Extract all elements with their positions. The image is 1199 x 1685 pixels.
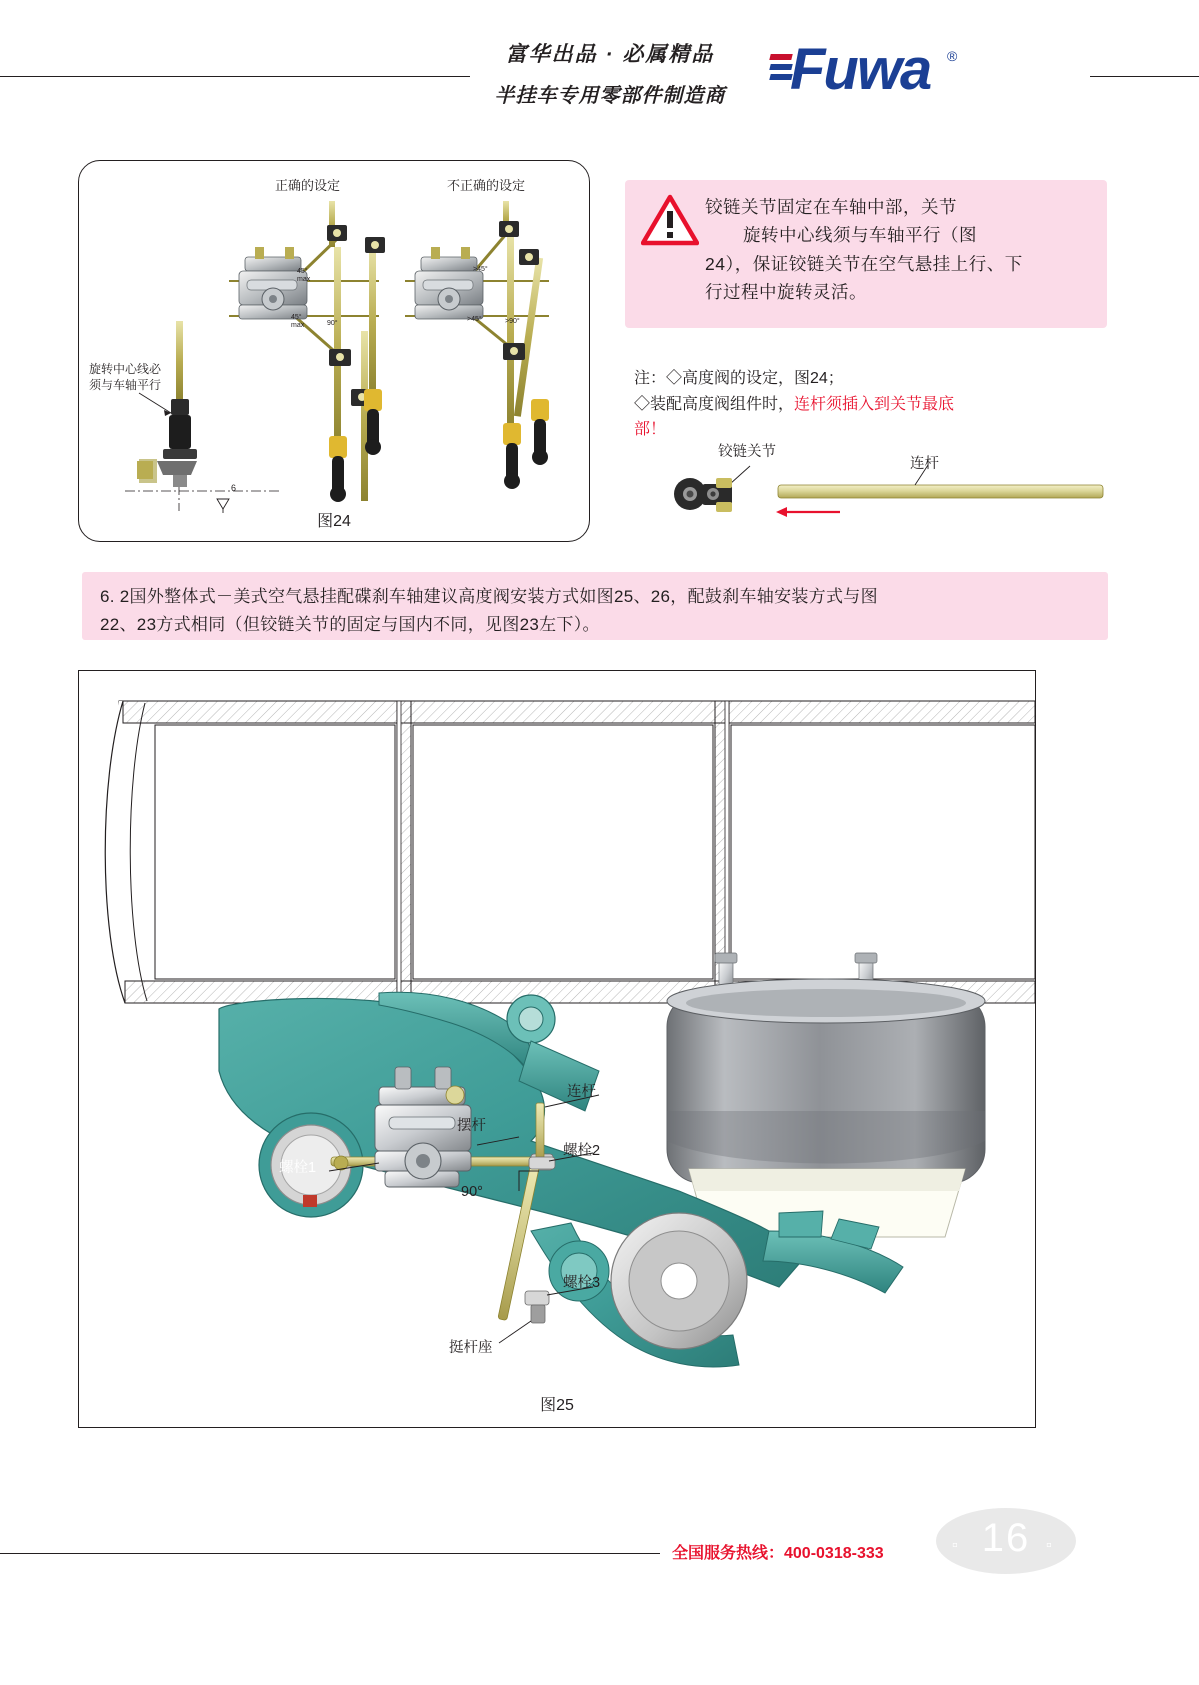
svg-text:6: 6 — [231, 483, 237, 493]
svg-text:>45°: >45° — [473, 266, 488, 273]
figure-24-label-rotation-axis: 旋转中心线必须与车轴平行 — [89, 362, 162, 393]
joint-rod-drawing — [650, 460, 1110, 530]
rod-label: 连杆 — [910, 456, 939, 472]
figure-25-caption: 图25 — [540, 1397, 574, 1414]
page-dash-right: ▫ — [1046, 1537, 1052, 1554]
figure-25-label-bolt2: 螺栓2 — [563, 1143, 601, 1159]
figure-24-label-incorrect: 不正确的设定 — [447, 178, 526, 193]
logo-registered-mark: ® — [947, 48, 958, 64]
svg-text:>90°: >90° — [505, 318, 520, 325]
paragraph-text — [100, 583, 1094, 638]
paragraph-line-1: 6. 2国外整体式－美式空气悬挂配碟刹车轴建议高度阀安装方式如图25、26，配鼓刹车轴安装方式与图 — [100, 587, 878, 606]
figure-25-label-bolt3: 螺栓3 — [563, 1275, 601, 1291]
warning-line-2: 旋转中心线须与车轴平行（图 — [743, 225, 977, 246]
warning-line-4: 行过程中旋转灵活。 — [705, 282, 867, 303]
figure-24-panel — [78, 160, 590, 542]
svg-text:max: max — [297, 276, 311, 283]
section-paragraph-6-2 — [82, 572, 1108, 640]
paragraph-line-2: 22、23方式相同（但铰链关节的固定与国内不同，见图23左下）。 — [100, 614, 600, 634]
slogan-line-1: 富华出品 · 必属精品 — [505, 43, 715, 66]
figure-25-drawing — [79, 671, 1035, 1427]
fuwa-logo — [770, 36, 970, 106]
svg-text:45°: 45° — [297, 268, 308, 275]
figure-25-label-push-rod-seat: 挺杆座 — [449, 1340, 493, 1356]
figure-25-label-angle: 90° — [461, 1184, 483, 1200]
page-dash-left: ▫ — [952, 1537, 958, 1554]
warning-line-1: 铰链关节固定在车轴中部，关节 — [705, 197, 957, 217]
header-rule-left — [0, 76, 470, 77]
note-line-2 — [634, 392, 1114, 418]
footer-rule — [0, 1553, 660, 1554]
note-line-2-highlight: 连杆须插入到关节最底 — [794, 395, 955, 413]
figure-24-label-correct: 正确的设定 — [275, 178, 341, 193]
note-line-2-prefix: ◇装配高度阀组件时， — [634, 395, 795, 413]
header-rule-right — [1090, 76, 1199, 77]
svg-text:45°: 45° — [291, 314, 302, 321]
logo-wordmark: Fuwa — [790, 37, 931, 102]
figure-24-caption: 图24 — [317, 513, 351, 530]
note-block — [634, 366, 1114, 443]
header-slogan — [455, 38, 765, 108]
note-line-1: 注：◇高度阀的设定，图24； — [634, 370, 844, 387]
figure-25-panel — [78, 670, 1036, 1428]
figure-25-label-swing-arm: 摆杆 — [457, 1118, 486, 1134]
slogan-line-2: 半挂车专用零部件制造商 — [494, 85, 726, 107]
page-number: 16 — [981, 1516, 1031, 1560]
warning-triangle-icon — [641, 194, 699, 246]
warning-text — [705, 193, 1095, 306]
svg-text:90°: 90° — [327, 320, 338, 327]
figure-25-label-bolt1: 螺栓1 — [279, 1160, 317, 1176]
figure-24-drawing — [79, 161, 591, 543]
service-hotline: 全国服务热线：400-0318-333 — [672, 1545, 884, 1562]
warning-line-3: 24），保证铰链关节在空气悬挂上行、下 — [705, 253, 1023, 274]
logo-bars-icon — [770, 54, 792, 94]
figure-25-label-rod: 连杆 — [567, 1084, 596, 1100]
svg-text:>45°: >45° — [467, 316, 482, 323]
warning-callout — [625, 180, 1107, 328]
svg-text:max: max — [291, 322, 305, 329]
note-line-3-highlight: 部！ — [634, 421, 667, 439]
page-header — [0, 0, 1199, 128]
joint-label: 铰链关节 — [718, 444, 776, 460]
